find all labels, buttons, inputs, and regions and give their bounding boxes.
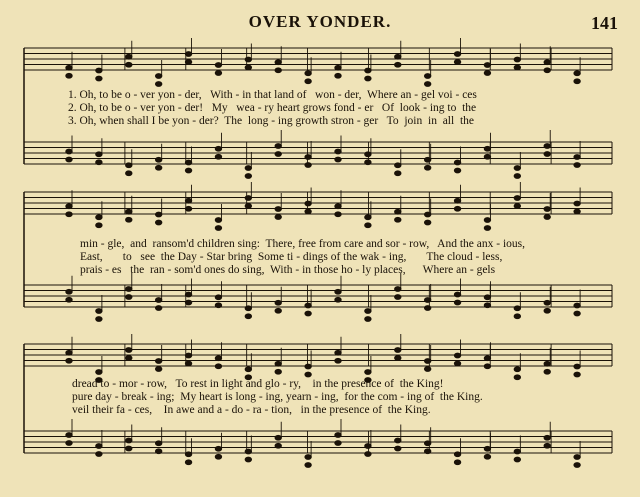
note-head [424,359,430,364]
note-head [215,364,221,369]
page-number: 141 [591,13,618,33]
note-head [484,71,490,76]
note-head [305,79,311,84]
note-head [96,317,102,322]
note-head [215,303,221,308]
note-head [365,152,371,157]
note-head [514,449,520,454]
note-head [484,446,490,451]
note-head [454,52,460,57]
note-head [245,314,251,319]
note-head [275,369,281,374]
note-head [245,457,251,462]
note-head [454,60,460,65]
note-head [365,76,371,81]
note-head [66,433,72,438]
note-head [245,57,251,62]
note-head [245,174,251,179]
note-head [335,65,341,70]
note-head [395,348,401,353]
note-head [215,356,221,361]
note-head [514,65,520,70]
note-head [365,160,371,165]
hymn-title: OVER YONDER. [248,12,392,31]
note-head [215,295,221,300]
note-head [305,372,311,377]
bass-staff [24,431,612,453]
note-head [155,359,161,364]
note-head [514,204,520,209]
note-head [66,297,72,302]
note-head [335,204,341,209]
note-head [96,152,102,157]
note-head [365,452,371,457]
note-head [126,54,132,59]
note-head [275,300,281,305]
note-head [305,209,311,214]
note-head [574,155,580,160]
note-head [454,361,460,366]
note-head [365,444,371,449]
note-head [424,306,430,311]
note-head [335,297,341,302]
note-head [66,441,72,446]
note-head [365,215,371,220]
note-head [574,209,580,214]
system-1-verse-1: 1. Oh, to be o - ver yon - der, With - in that land of won - der, Where an - gel voi - ces [68,89,477,101]
note-head [395,217,401,222]
note-head [245,166,251,171]
note-head [185,198,191,203]
note-head [126,62,132,67]
note-head [155,157,161,162]
note-head [454,206,460,211]
note-head [275,361,281,366]
note-head [424,367,430,372]
note-head [96,370,102,375]
note-head [574,463,580,468]
note-head [245,65,251,70]
note-head [126,217,132,222]
note-head [365,317,371,322]
note-head [66,350,72,355]
note-head [484,454,490,459]
note-head [215,154,221,159]
note-head [275,443,281,448]
note-head [514,367,520,372]
note-head [245,449,251,454]
note-head [335,441,341,446]
note-head [245,204,251,209]
note-head [484,303,490,308]
note-head [424,449,430,454]
note-head [275,68,281,73]
note-head [126,356,132,361]
note-head [395,438,401,443]
note-head [544,308,550,313]
note-head [275,215,281,220]
note-head [335,433,341,438]
note-head [514,375,520,380]
note-head [275,144,281,149]
note-head [126,348,132,353]
note-head [424,298,430,303]
note-head [395,295,401,300]
note-head [335,157,341,162]
note-head [185,452,191,457]
note-head [185,168,191,173]
note-head [544,207,550,212]
note-head [155,165,161,170]
note-head [155,220,161,225]
system-1-verse-3: 3. Oh, when shall I be yon - der? The long - ing growth stron - ger To join in all the [68,115,474,127]
note-head [185,60,191,65]
note-head [66,212,72,217]
note-head [66,204,72,209]
note-head [395,287,401,292]
note-head [275,152,281,157]
note-head [335,149,341,154]
note-head [155,298,161,303]
note-head [126,171,132,176]
note-head [155,367,161,372]
note-head [96,452,102,457]
note-head [96,223,102,228]
note-head [574,455,580,460]
note-head [365,68,371,73]
note-head [484,295,490,300]
note-head [484,364,490,369]
note-head [454,198,460,203]
note-head [335,358,341,363]
note-head [395,356,401,361]
note-head [305,303,311,308]
note-head [395,54,401,59]
bass-staff [24,285,612,307]
note-head [245,367,251,372]
note-head [305,163,311,168]
note-head [185,160,191,165]
note-head [424,157,430,162]
note-head [365,370,371,375]
note-head [484,154,490,159]
note-head [185,353,191,358]
system-2-verse-2: East, to see the Day - Star bring Some ti - dings of the wak - ing, The cloud - less, [80,251,503,263]
note-head [574,163,580,168]
note-head [484,356,490,361]
note-head [544,369,550,374]
note-head [454,292,460,297]
note-head [155,306,161,311]
note-head [544,152,550,157]
note-head [335,289,341,294]
note-head [245,306,251,311]
note-head [574,201,580,206]
note-head [275,308,281,313]
note-head [66,65,72,70]
note-head [424,212,430,217]
note-head [96,444,102,449]
note-head [215,454,221,459]
note-head [574,372,580,377]
note-head [454,300,460,305]
note-head [544,435,550,440]
note-head [424,74,430,79]
note-head [514,457,520,462]
note-head [514,196,520,201]
note-head [66,157,72,162]
note-head [155,449,161,454]
note-head [484,226,490,231]
note-head [544,144,550,149]
note-head [215,71,221,76]
note-head [454,160,460,165]
bass-staff [24,142,612,164]
note-head [454,460,460,465]
note-head [574,303,580,308]
note-head [574,311,580,316]
note-head [126,287,132,292]
system-1-verse-2: 2. Oh, to be o - ver yon - der! My wea - ry heart grows fond - er Of look - ing to the [68,102,477,114]
note-head [484,63,490,68]
note-head [185,292,191,297]
note-head [185,460,191,465]
note-head [544,215,550,220]
note-head [305,364,311,369]
note-head [275,435,281,440]
note-head [185,361,191,366]
note-head [305,201,311,206]
note-head [275,207,281,212]
note-head [544,443,550,448]
note-head [155,212,161,217]
note-head [215,218,221,223]
note-head [305,311,311,316]
system-3-verse-3: veil their fa - ces, In awe and a - do - ra - tion, in the presence of the King. [72,404,431,416]
note-head [395,163,401,168]
note-head [185,206,191,211]
note-head [96,215,102,220]
system-3-verse-2: pure day - break - ing; My heart is long - ing, yearn - ing, for the com - ing of the King. [72,391,483,403]
note-head [395,171,401,176]
note-head [126,163,132,168]
note-head [66,289,72,294]
system-3-verse-1: dread to - mor - row, To rest in light and glo - ry, in the presence of the King! [72,378,444,390]
note-head [215,63,221,68]
note-head [514,314,520,319]
treble-staff [24,192,612,214]
note-head [544,68,550,73]
note-head [424,220,430,225]
note-head [126,295,132,300]
note-head [514,174,520,179]
note-head [365,309,371,314]
note-head [335,350,341,355]
note-head [574,79,580,84]
note-head [424,165,430,170]
note-head [275,60,281,65]
note-head [305,155,311,160]
system-2-verse-3: prais - es the ran - som'd ones do sing, With - in those ho - ly places, Where an - gels [80,264,496,276]
system-2-verse-1: min - gle, and ransom'd children sing: There, free from care and sor - row, And the anx - ious, [80,238,526,250]
note-head [395,446,401,451]
note-head [454,168,460,173]
note-head [365,223,371,228]
note-head [126,438,132,443]
note-head [305,71,311,76]
note-head [305,463,311,468]
note-head [335,73,341,78]
note-head [454,452,460,457]
note-head [155,441,161,446]
note-head [96,160,102,165]
treble-staff [24,48,612,70]
note-head [96,309,102,314]
note-head [574,364,580,369]
note-head [185,52,191,57]
note-head [96,76,102,81]
note-head [395,209,401,214]
note-head [424,441,430,446]
note-head [126,209,132,214]
note-head [155,74,161,79]
note-head [514,306,520,311]
note-head [514,166,520,171]
note-head [245,196,251,201]
note-head [215,226,221,231]
note-head [126,446,132,451]
note-head [544,60,550,65]
note-head [335,212,341,217]
note-head [155,82,161,87]
note-head [424,82,430,87]
note-head [544,300,550,305]
treble-staff [24,344,612,366]
note-head [544,361,550,366]
note-head [215,446,221,451]
note-head [514,57,520,62]
note-head [66,149,72,154]
note-head [454,353,460,358]
note-head [66,358,72,363]
note-head [305,455,311,460]
note-head [66,73,72,78]
note-head [484,218,490,223]
note-head [96,68,102,73]
note-head [574,71,580,76]
note-head [484,146,490,151]
note-head [395,62,401,67]
note-head [185,300,191,305]
note-head [215,146,221,151]
